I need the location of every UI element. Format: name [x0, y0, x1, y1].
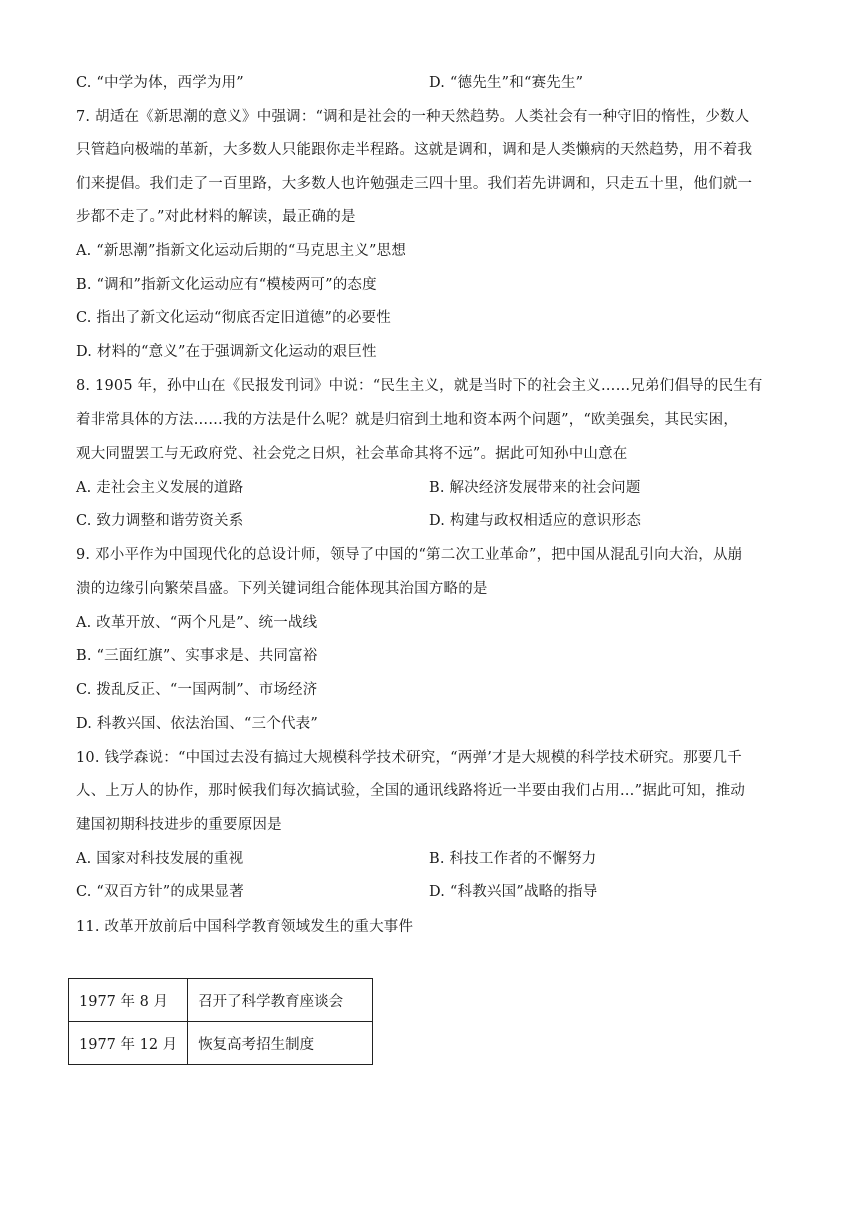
- q10-option-a: A. 国家对科技发展的重视: [76, 851, 244, 867]
- q7-option-c: C. 指出了新文化运动“彻底否定旧道德”的必要性: [76, 310, 391, 326]
- table-cell-event: 恢复高考招生制度: [188, 1022, 373, 1065]
- q10-stem-line-3: 建国初期科技进步的重要原因是: [76, 817, 282, 833]
- q8-option-a: A. 走社会主义发展的道路: [76, 480, 244, 496]
- q8-option-c: C. 致力调整和谐劳资关系: [76, 513, 244, 529]
- table-cell-date: 1977 年 12 月: [69, 1022, 188, 1065]
- q9-stem-line-2: 溃的边缘引向繁荣昌盛。下列关键词组合能体现其治国方略的是: [76, 581, 488, 597]
- q8-stem-line-3: 观大同盟罢工与无政府党、社会党之日炽，社会革命其将不远”。据此可知孙中山意在: [76, 446, 628, 462]
- q9-option-c: C. 拨乱反正、“一国两制”、市场经济: [76, 682, 318, 698]
- q7-stem-line-2: 只管趋向极端的革新，大多数人只能跟你走半程路。这就是调和，调和是人类懒病的天然趋势，用不着我: [76, 142, 753, 158]
- q7-stem-line-4: 步都不走了。”对此材料的解读，最正确的是: [76, 209, 356, 225]
- q7-option-a: A. “新思潮”指新文化运动后期的“马克思主义”思想: [76, 243, 407, 259]
- q7-option-d: D. 材料的“意义”在于强调新文化运动的艰巨性: [76, 344, 377, 360]
- q7-stem-line-3: 们来提倡。我们走了一百里路，大多数人也许勉强走三四十里。我们若先讲调和，只走五十里，他们就一: [76, 176, 753, 192]
- q7-stem-line-1: 7. 胡适在《新思潮的意义》中强调：“调和是社会的一种天然趋势。人类社会有一种守旧的惰性，少数人: [76, 109, 750, 125]
- table-row: [69, 979, 373, 1022]
- q11-events-table: [68, 978, 373, 1065]
- table-cell-date: 1977 年 8 月: [69, 979, 188, 1022]
- q8-stem-line-2: 着非常具体的方法……我的方法是什么呢？就是归宿到土地和资本两个问题”，“欧美强矣，其民实困，: [76, 412, 739, 428]
- q8-stem-line-1: 8. 1905 年，孙中山在《民报发刊词》中说：“民生主义，就是当时下的社会主义……兄弟们倡导的民生有: [76, 378, 763, 394]
- table-cell-event: 召开了科学教育座谈会: [188, 979, 373, 1022]
- q8-option-b: B. 解决经济发展带来的社会问题: [429, 480, 641, 496]
- q9-option-b: B. “三面红旗”、实事求是、共同富裕: [76, 648, 318, 664]
- q10-option-b: B. 科技工作者的不懈努力: [429, 851, 597, 867]
- q8-option-d: D. 构建与政权相适应的意识形态: [429, 513, 642, 529]
- q9-option-a: A. 改革开放、“两个凡是”、统一战线: [76, 615, 318, 631]
- q9-option-d: D. 科教兴国、依法治国、“三个代表”: [76, 716, 318, 732]
- q6-option-c: C. “中学为体，西学为用”: [76, 75, 244, 91]
- q9-stem-line-1: 9. 邓小平作为中国现代化的总设计师，领导了中国的“第二次工业革命”，把中国从混乱引向大治，从崩: [76, 547, 743, 563]
- table-row: [69, 1022, 373, 1065]
- q11-stem: 11. 改革开放前后中国科学教育领域发生的重大事件: [76, 919, 414, 935]
- q10-option-d: D. “科教兴国”战略的指导: [429, 884, 598, 900]
- q7-option-b: B. “调和”指新文化运动应有“模棱两可”的态度: [76, 277, 377, 293]
- q10-stem-line-2: 人、上万人的协作，那时候我们每次搞试验，全国的通讯线路将近一半要由我们占用…”据此可知，推动: [76, 783, 746, 799]
- q10-option-c: C. “双百方针”的成果显著: [76, 884, 244, 900]
- q10-stem-line-1: 10. 钱学森说：“中国过去没有搞过大规模科学技术研究，“两弹’才是大规模的科学技术研究。那要几千: [76, 750, 742, 766]
- q6-option-d: D. “德先生”和“赛先生”: [429, 75, 584, 91]
